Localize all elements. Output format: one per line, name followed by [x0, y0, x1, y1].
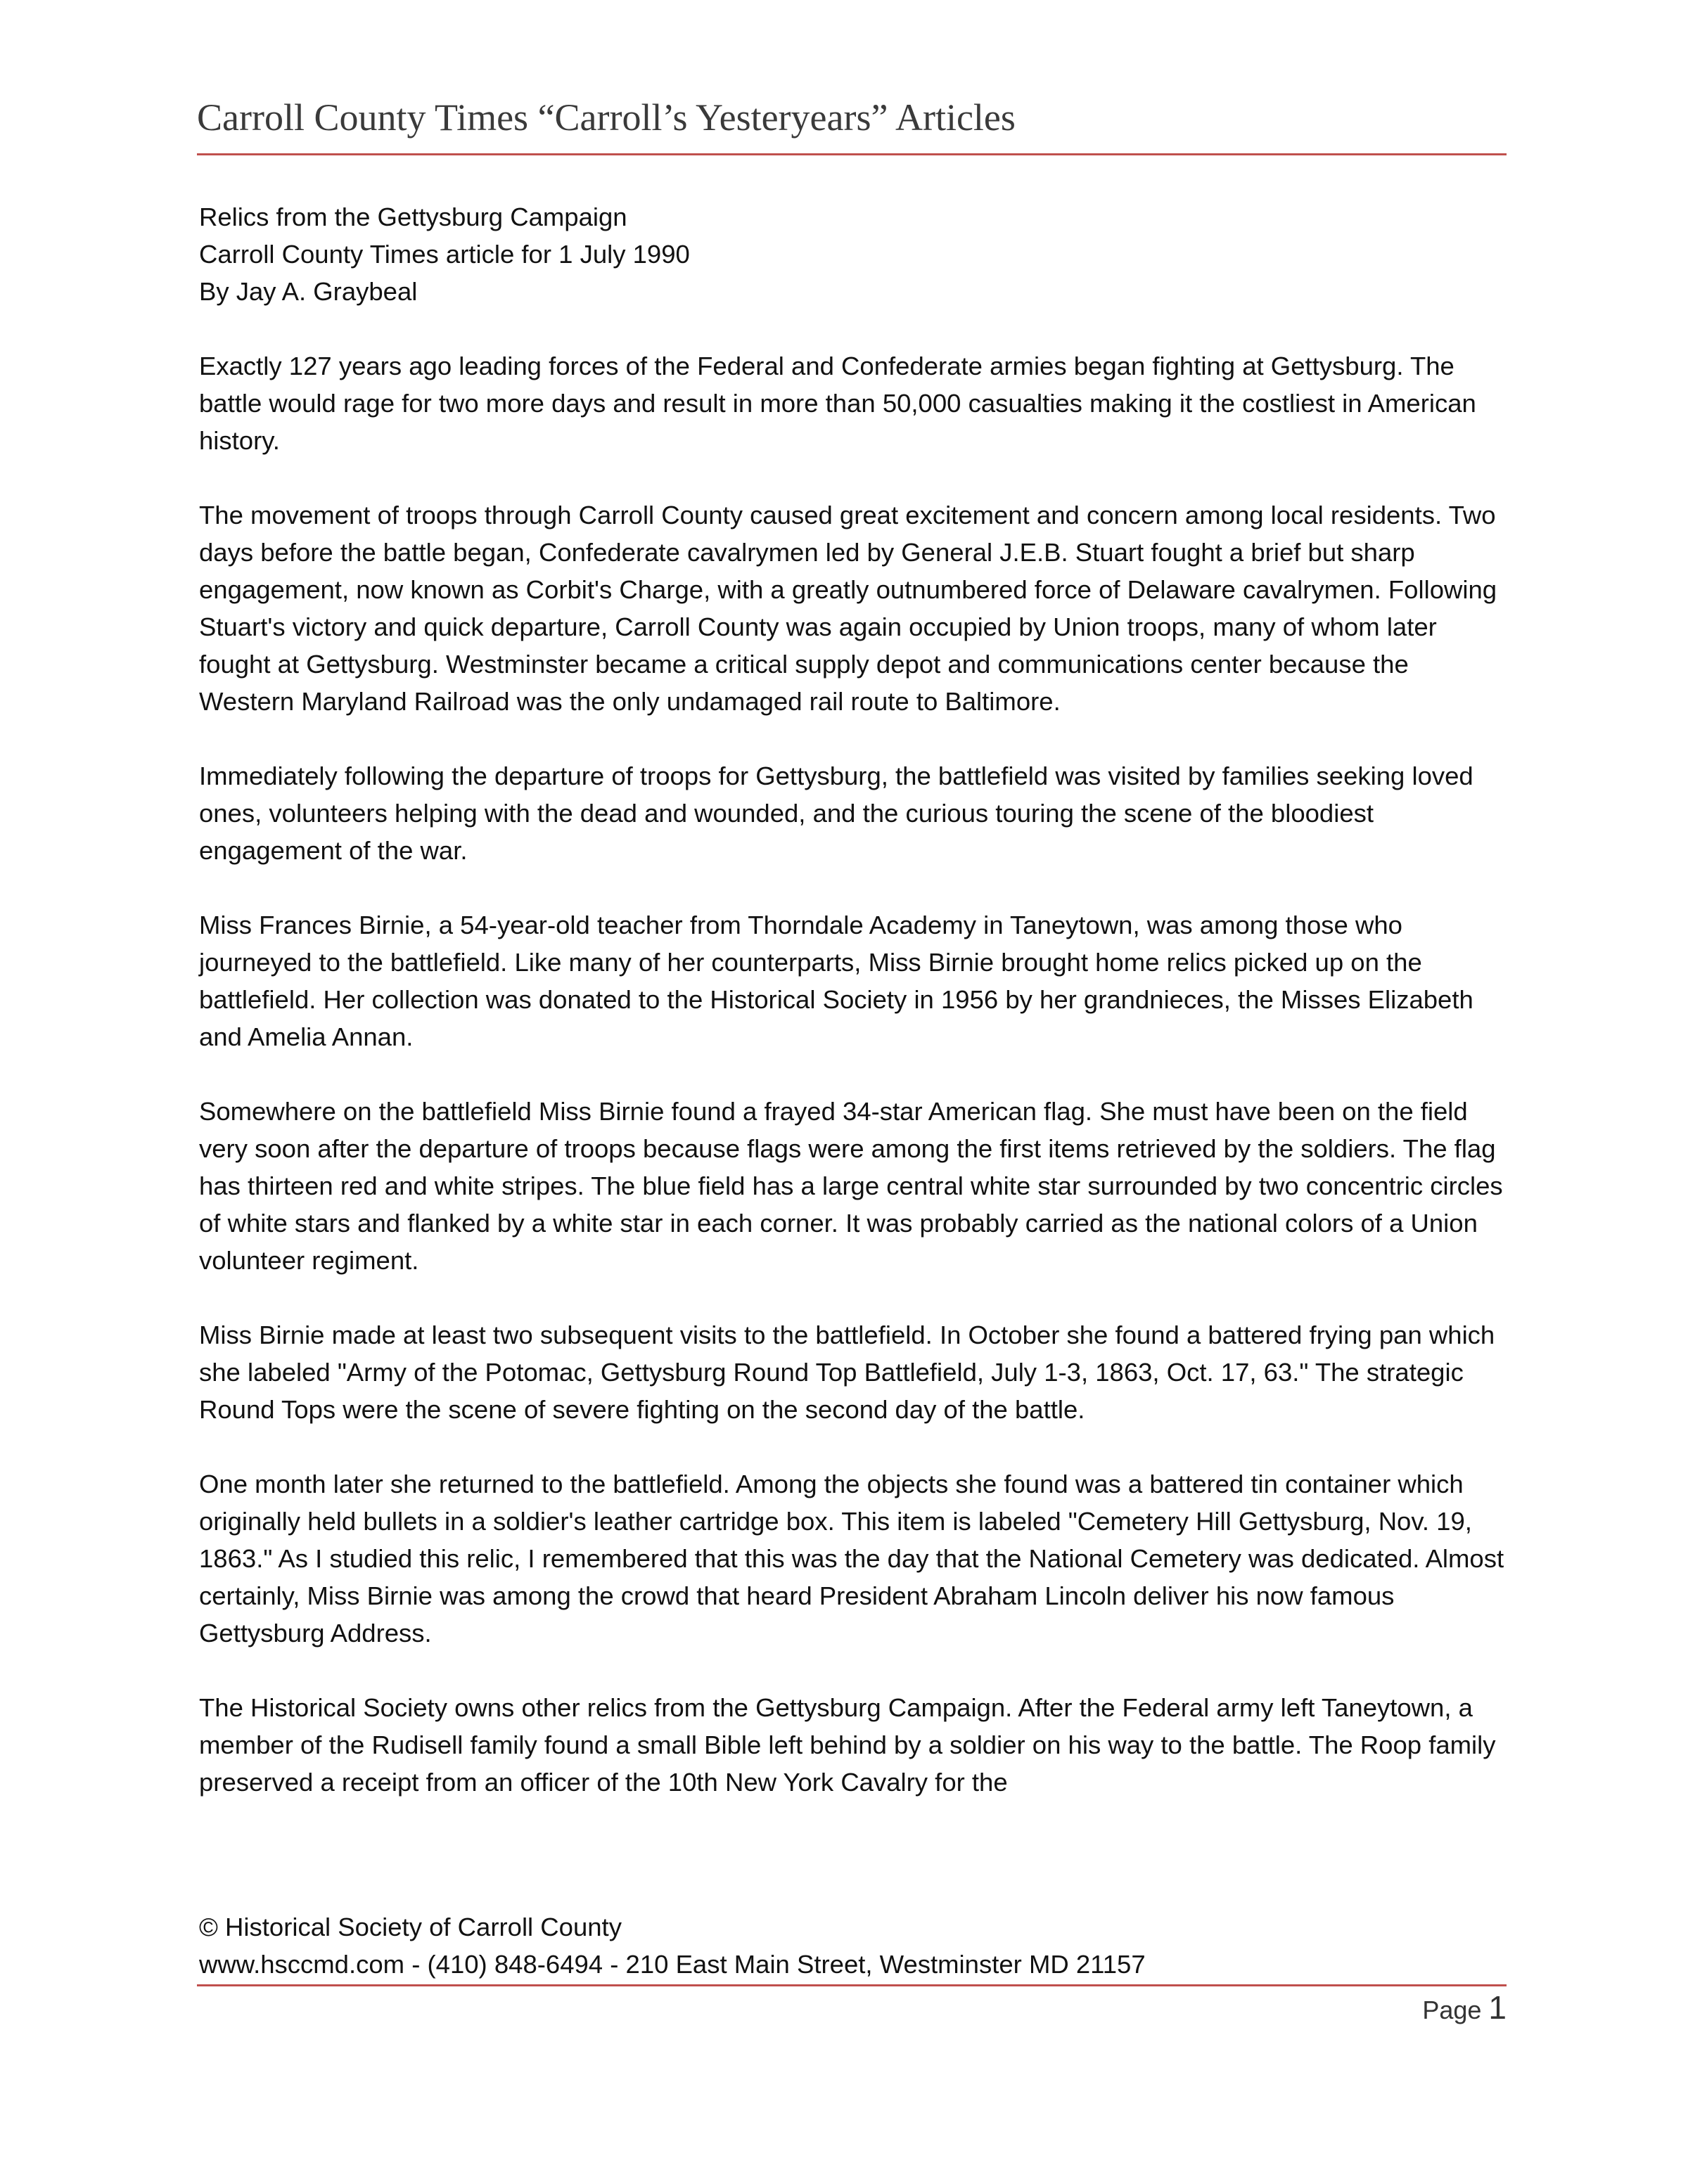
article-paragraph: Somewhere on the battlefield Miss Birnie found a frayed 34-star American flag. She must have been on the field very soon after the departure of troops because flags were among the first items retrieved by the soldiers. The flag has thirteen red and white stripes. The blue field has a large central white star surrounded by two concentric circles of white stars and flanked by a white star in each corner. It was probably carried as the national colors of a Union volunteer regiment. [199, 1097, 1503, 1275]
page-footer [199, 1908, 1507, 1983]
article-meta [199, 198, 1507, 310]
article-body [199, 198, 1507, 1838]
article-paragraph: Immediately following the departure of troops for Gettysburg, the battlefield was visited by families seeking loved ones, volunteers helping with the dead and wounded, and the curious touring the scene of the bloodiest engagement of the war. [199, 762, 1473, 865]
article-paragraph: Miss Frances Birnie, a 54-year-old teacher from Thorndale Academy in Taneytown, was among those who journeyed to the battlefield. Like many of her counterparts, Miss Birnie brought home relics picked up on the battlefield. Her collection was donated to the Historical Society in 1956 by her grandnieces, the Misses Elizabeth and Amelia Annan. [199, 911, 1473, 1051]
page-label: Page [1422, 1996, 1482, 2024]
article-source: Carroll County Times article for 1 July 1990 [199, 240, 690, 269]
article-paragraph: The Historical Society owns other relics from the Gettysburg Campaign. After the Federal army left Taneytown, a member of the Rudisell family found a small Bible left behind by a soldier on his way to the battle. The Roop family preserved a receipt from an officer of the 10th New York Cavalry for the [199, 1693, 1496, 1797]
header-divider [197, 153, 1507, 155]
article-paragraph: Exactly 127 years ago leading forces of the Federal and Confederate armies began fighting at Gettysburg. The battle would rage for two more days and result in more than 50,000 casualties making it the costliest in American history. [199, 352, 1476, 455]
footer-copyright: © Historical Society of Carroll County [199, 1913, 622, 1941]
page-number-value: 1 [1488, 1989, 1507, 2026]
page-number [1422, 1989, 1507, 2026]
article-paragraph: One month later she returned to the battlefield. Among the objects she found was a battered tin container which originally held bullets in a soldier's leather cartridge box. This item is labeled "Cemetery Hill Gettysburg, Nov. 19, 1863." As I studied this relic, I remembered that this was the day that the National Cemetery was dedicated. Almost certainly, Miss Birnie was among the crowd that heard President Abraham Lincoln deliver his now famous Gettysburg Address. [199, 1470, 1504, 1647]
article-paragraph: The movement of troops through Carroll County caused great excitement and concern among local residents. Two days before the battle began, Confederate cavalrymen led by General J.E.B. Stuart fought a brief but sharp engagement, now known as Corbit's Charge, with a greatly outnumbered force of Delaware cavalrymen. Following Stuart's victory and quick departure, Carroll County was again occupied by Union troops, many of whom later fought at Gettysburg. Westminster became a critical supply depot and communications center because the Western Maryland Railroad was the only undamaged rail route to Baltimore. [199, 501, 1497, 716]
article-paragraph: Miss Birnie made at least two subsequent visits to the battlefield. In October she found a battered frying pan which she labeled "Army of the Potomac, Gettysburg Round Top Battlefield, July 1-3, 1863, Oct. 17, 63." The strategic Round Tops were the scene of severe fighting on the second day of the battle. [199, 1321, 1495, 1424]
footer-contact: www.hsccmd.com - (410) 848-6494 - 210 East Main Street, Westminster MD 21157 [199, 1950, 1146, 1979]
footer-divider [197, 1984, 1507, 1986]
page-header-title: Carroll County Times “Carroll’s Yesteryears” Articles [197, 96, 1016, 139]
article-title: Relics from the Gettysburg Campaign [199, 203, 627, 231]
article-byline: By Jay A. Graybeal [199, 277, 418, 306]
